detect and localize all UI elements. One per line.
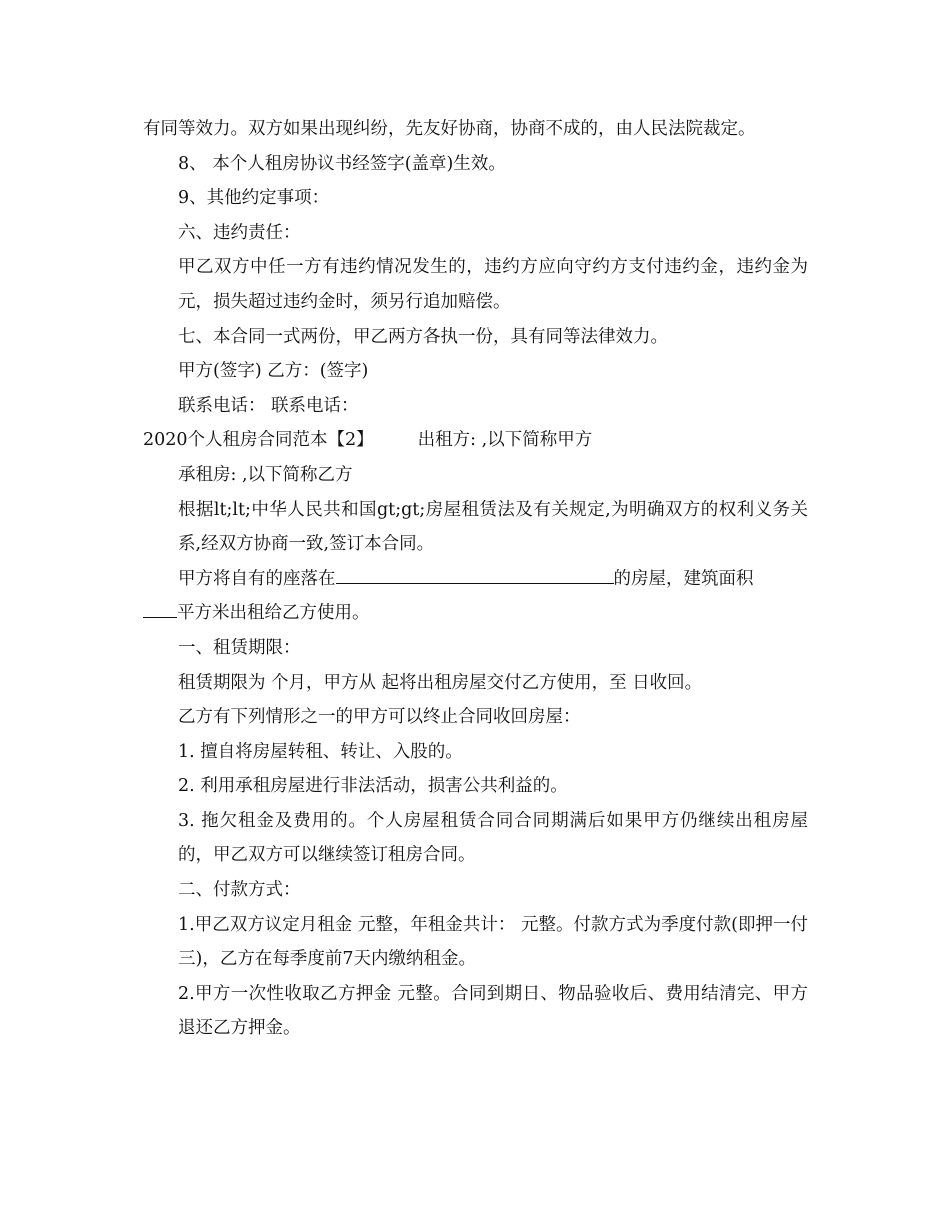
- clause-9: 9、其他约定事项：: [178, 188, 330, 209]
- heading-breach-liability: 六、违约责任：: [178, 222, 301, 243]
- phone-line: 联系电话： 联系电话：: [178, 395, 359, 416]
- condition-2: 2. 利用承租房屋进行非法活动，损害公共利益的。: [178, 776, 568, 797]
- condition-3: 3. 拖欠租金及费用的。个人房屋租赁合同合同期满后如果甲方仍继续出租房屋的，甲乙双方可以继续签订租房合同。: [178, 810, 808, 866]
- heading-payment-method: 二、付款方式：: [178, 880, 301, 901]
- paragraph-house-location-row1: [143, 562, 808, 597]
- lessor-line: 出租方: ,以下简称甲方: [417, 430, 593, 451]
- paragraph-breach: 甲乙双方中任一方有违约情况发生的，违约方应向守约方支付违约金，违约金为元，损失超过违约金时，须另行追加赔偿。: [178, 257, 808, 312]
- paragraph-termination-conditions: 乙方有下列情形之一的甲方可以终止合同收回房屋：: [178, 707, 581, 728]
- house-text-b: 的房屋，建筑面积: [613, 568, 754, 589]
- signature-line: 甲方(签字) 乙方：(签字): [178, 361, 369, 382]
- paragraph-legal-basis: 根据lt;lt;中华人民共和国gt;gt;房屋租赁法及有关规定,为明确双方的权利义务关系,经双方协商一致,签订本合同。: [178, 499, 808, 555]
- payment-clause-2: 2.甲方一次性收取乙方押金 元整。合同到期日、物品验收后、费用结清完、甲方退还乙方押金。: [178, 983, 808, 1039]
- area-blank: [143, 599, 177, 618]
- house-text-a: 甲方将自有的座落在: [178, 568, 336, 589]
- lessee-line: 承租房: ,以下简称乙方: [178, 464, 353, 485]
- clause-8: 8、 本个人租房协议书经签字(盖章)生效。: [178, 153, 506, 174]
- condition-1: 1. 擅自将房屋转租、转让、入股的。: [178, 741, 463, 762]
- heading-lease-term: 一、租赁期限：: [178, 637, 301, 658]
- clause-copies: 七、本合同一式两份，甲乙两方各执一份，具有同等法律效力。: [178, 326, 668, 347]
- paragraph-equal-validity: 有同等效力。双方如果出现纠纷，先友好协商，协商不成的，由人民法院裁定。: [143, 119, 756, 139]
- section2-heading-row: [143, 423, 808, 458]
- paragraph-house-location-row2: [143, 596, 808, 631]
- location-blank: [336, 565, 614, 584]
- section2-title: 2020个人租房合同范本【2】: [143, 430, 374, 451]
- house-text-c: 平方米出租给乙方使用。: [177, 603, 370, 624]
- paragraph-lease-term: 租赁期限为 个月，甲方从 起将出租房屋交付乙方使用，至 日收回。: [178, 672, 703, 693]
- document-body: [143, 112, 808, 1046]
- payment-clause-1: 1.甲乙双方议定月租金 元整，年租金共计： 元整。付款方式为季度付款(即押一付三)，乙方在每季度前7天内缴纳租金。: [178, 914, 808, 970]
